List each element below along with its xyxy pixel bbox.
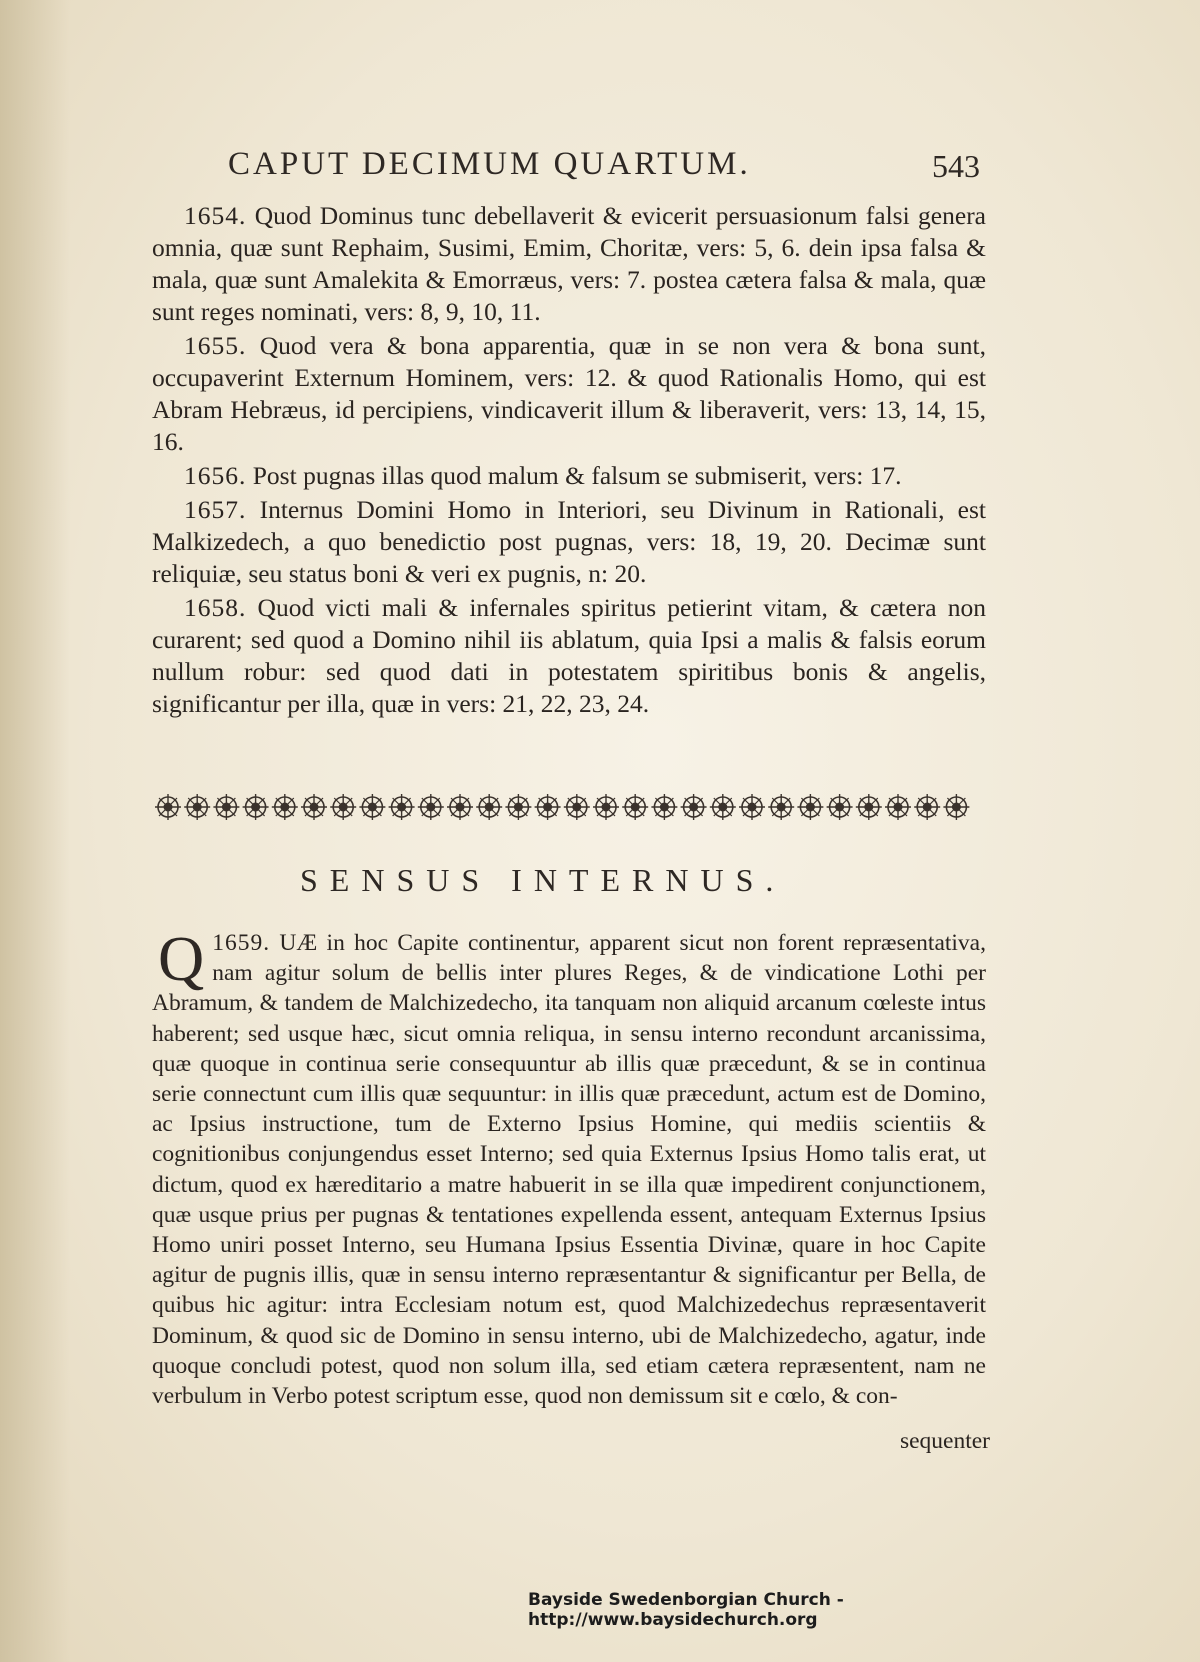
summary-paragraph	[152, 460, 986, 492]
ornament-rosette	[418, 794, 444, 820]
summary-paragraph	[152, 592, 986, 720]
ornament-rosette	[943, 794, 969, 820]
watermark-credit: Bayside Swedenborgian Church - http://www.baysidechurch.org	[528, 1590, 844, 1630]
running-title: CAPUT DECIMUM QUARTUM.	[228, 146, 751, 182]
paragraph-number: 1657.	[184, 495, 247, 524]
ornament-rosette	[535, 794, 561, 820]
paragraph-number: 1659.	[212, 930, 271, 956]
body-text	[152, 923, 986, 1411]
body-paragraph	[152, 923, 986, 1411]
ornament-rosette	[447, 794, 473, 820]
paragraph-number: 1658.	[184, 593, 247, 622]
chapter-summary	[152, 200, 986, 722]
ornament-rosette	[856, 794, 882, 820]
paragraph-number: 1655.	[184, 331, 247, 360]
ornament-rosette	[213, 794, 239, 820]
ornament-band	[152, 792, 986, 822]
ornament-rosette	[914, 794, 940, 820]
ornament-rosette	[389, 794, 415, 820]
ornament-rosette	[797, 794, 823, 820]
page-gutter-shadow	[0, 0, 70, 1662]
ornament-rosette	[593, 794, 619, 820]
ornament-rosette	[710, 794, 736, 820]
ornament-rosette	[564, 794, 590, 820]
paragraph-text: Quod victi mali & infernales spiritus petierint vitam, & cætera non curarent; sed quod a Domino nihil iis ablatum, quia Ipsi a malis & falsis eorum nullum robur: sed quod dati in potestatem spiritibus bonis & angelis, significantur per illa, quæ in vers: 21, 22, 23, 24.	[152, 593, 987, 718]
ornament-rosette	[739, 794, 765, 820]
ornament-rosette	[681, 794, 707, 820]
summary-paragraph	[152, 330, 986, 458]
ornament-rosette	[827, 794, 853, 820]
drop-cap: Q	[158, 923, 205, 994]
paragraph-number: 1656.	[184, 461, 247, 490]
running-head	[228, 146, 980, 196]
ornament-rosette	[184, 794, 210, 820]
paragraph-text: Post pugnas illas quod malum & falsum se submiserit, vers: 17.	[252, 461, 902, 490]
summary-paragraph	[152, 200, 986, 328]
ornament-rosette	[359, 794, 385, 820]
ornament-rosette	[272, 794, 298, 820]
catchword: sequenter	[899, 1428, 990, 1454]
paragraph-number: 1654.	[184, 201, 247, 230]
ornament-rosette	[768, 794, 794, 820]
paragraph-text: Quod vera & bona apparentia, quæ in se non vera & bona sunt, occupaverint Externum Hominem, vers: 12. & quod Rationalis Homo, qui est Abram Hebræus, id percipiens, vindicaverit illum & liberaverit, vers: 13, 14, 15, 16.	[152, 331, 986, 456]
ornament-rosette	[330, 794, 356, 820]
ornament-rosette	[505, 794, 531, 820]
page-number: 543	[932, 148, 980, 184]
ornament-rosette	[622, 794, 648, 820]
ornament-rosette	[476, 794, 502, 820]
ornament-rosette	[651, 794, 677, 820]
paragraph-text: UÆ in hoc Capite continentur, apparent sicut non forent repræsentativa, nam agitur solum de bellis inter plures Reges, & de vindicatione Lothi per Abramum, & tandem de Malchizedecho, ita tanquam non aliquid arcanum cœleste intus haberent; sed usque hæc, sicut omnia reliqua, in sensu interno recondunt arcanissima, quæ quoque in continua serie consequuntur ab illis quæ præcedunt, & se in continua serie connectunt cum illis quæ sequuntur: in illis quæ præcedunt, actum est de Domino, ac Ipsius instructione, tum de Externo Ipsius Homine, qui mediis scientiis & cognitionibus conjungendus esset Interno; sed quia Externus Ipsius Homo talis erat, ut dictum, quod ex hæreditario a matre habuerit in se illa quæ impedirent conjunctionem, quæ usque prius per pugnas & tentationes expellenda essent, antequam Externus Ipsius Homo uniri posset Interno, seu Humana Ipsius Essentia Divinæ, quare in hoc Capite agitur de pugnis illis, quæ in sensu interno repræsentantur & significantur per Bella, de quibus hic agitur: intra Ecclesiam notum est, quod Malchizedechus repræsentaverit Dominum, & quod sic de Domino in sensu interno, ubi de Malchizedecho, agatur, inde quoque concludi potest, quod non solum illa, sed etiam cætera repræsentent, nam ne verbulum in Verbo potest scriptum esse, quod non demissum sit e cœlo, & con-	[152, 930, 986, 1410]
ornament-rosette	[301, 794, 327, 820]
paragraph-text: Internus Domini Homo in Interiori, seu Divinum in Rationali, est Malkizedech, a quo benedictio post pugnas, vers: 18, 19, 20. Decimæ sunt reliquiæ, seu status boni & veri ex pugnis, n: 20.	[152, 495, 987, 588]
ornament-rosette	[155, 794, 181, 820]
section-title: SENSUS INTERNUS.	[300, 862, 786, 898]
paragraph-text: Quod Dominus tunc debellaverit & evicerit persuasionum falsi genera omnia, quæ sunt Rephaim, Susimi, Emim, Choritæ, vers: 5, 6. dein ipsa falsa & mala, quæ sunt Amalekita & Emorræus, vers: 7. postea cætera falsa & mala, quæ sunt reges nominati, vers: 8, 9, 10, 11.	[152, 201, 987, 326]
ornament-rosette	[885, 794, 911, 820]
ornament-rosette	[243, 794, 269, 820]
summary-paragraph	[152, 494, 986, 590]
